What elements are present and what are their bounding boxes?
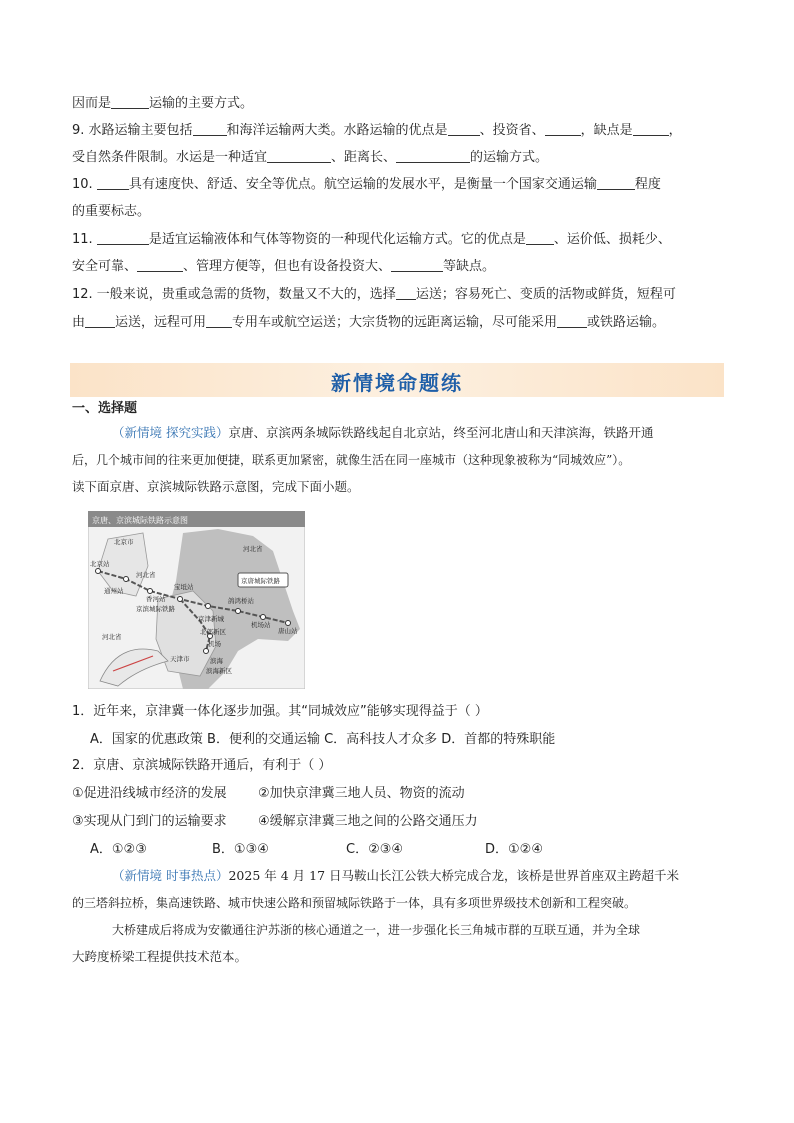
section-banner [70, 363, 724, 397]
question-12-line-2: 由 运送，远程可用 专用车或航空运送；大宗货物的远距离运输，尽可能采用 或铁路运输。 [72, 315, 666, 330]
map-label-baodi: 宝坻站 [174, 583, 194, 591]
fill-blank[interactable] [557, 313, 587, 328]
map-label-binhai-new-area: 滨海新区 [206, 667, 232, 675]
fill-blank[interactable] [448, 121, 480, 136]
fill-blank[interactable] [396, 285, 416, 300]
fill-blank[interactable] [193, 121, 227, 136]
banner-title: 新情境命题练 [331, 371, 463, 395]
question-9-line-1: 9. 水路运输主要包括 和海洋运输两大类。水路运输的优点是 、投资省、 ，缺点是 ， [72, 123, 682, 138]
question-2-item-4: ④缓解京津冀三地之间的公路交通压力 [258, 814, 478, 829]
fill-blank[interactable] [267, 148, 331, 163]
station-dot [204, 649, 209, 654]
passage-2-line-4: 大跨度桥梁工程提供技术范本。 [72, 949, 248, 964]
map-label-hebei: 河北省 [102, 633, 122, 641]
map-label-hebei: 河北省 [136, 571, 156, 579]
question-1-stem: 1．近年来，京津冀一体化逐步加强。其“同城效应”能够实现得益于（ ） [72, 704, 488, 719]
map-label-jinglu: 京津新城 [198, 615, 224, 623]
map-label-airport: 机场 [208, 640, 221, 648]
fill-blank[interactable] [137, 257, 183, 272]
passage-1-line-2: 后，几个城市间的往来更加便捷，联系更加紧密，就像生活在同一座城市（这种现象被称为“同城效应”）。 [72, 453, 631, 467]
fill-blank[interactable] [633, 121, 669, 136]
fill-blank[interactable] [85, 313, 115, 328]
station-dot [236, 609, 241, 614]
fill-blank[interactable] [391, 257, 443, 272]
question-2-stem: 2．京唐、京滨城际铁路开通后，有利于（ ） [72, 758, 332, 773]
map-label-beijing-city: 北京市 [114, 538, 134, 546]
question-12-line-1: 12. 一般来说，贵重或急需的货物，数量又不大的，选择 运送；容易死亡、变质的活物或鲜货，短程可 [72, 287, 676, 302]
section-heading: 一、选择题 [72, 401, 138, 416]
map-label-xianghe: 香河站 [146, 595, 166, 603]
map-label-airport-station: 机场站 [251, 621, 271, 629]
question-2-item-3: ③实现从门到门的运输要求 [72, 814, 227, 829]
question-2-option-b[interactable]: B．①③④ [212, 842, 269, 857]
fill-blank[interactable] [396, 148, 470, 163]
fill-blank[interactable] [97, 230, 149, 245]
question-2-option-d[interactable]: D．①②④ [485, 842, 543, 857]
map-label-binhai: 滨海 [210, 657, 223, 665]
passage-2-line-2: 的三塔斜拉桥，集高速铁路、城市快速公路和预留城际铁路于一体，具有多项世界级技术创新和工程突破。 [72, 896, 637, 910]
station-dot [286, 621, 291, 626]
passage-tag: （新情境 时事热点） [112, 868, 229, 883]
fill-blank[interactable] [545, 121, 581, 136]
passage-1-line-3: 读下面京唐、京滨城际铁路示意图，完成下面小题。 [72, 479, 360, 494]
question-1-options[interactable]: A．国家的优惠政策 B．便利的交通运输 C．高科技人才众多 D．首都的特殊职能 [90, 732, 556, 747]
station-dot [178, 597, 183, 602]
station-dot [124, 577, 129, 582]
line-intro: 因而是 运输的主要方式。 [72, 96, 254, 111]
map-label-tongzhou: 通州站 [104, 587, 124, 595]
station-dot [148, 589, 153, 594]
passage-1-line-1: （新情境 探究实践）京唐、京滨两条城际铁路线起自北京站，终至河北唐山和天津滨海，铁路开通 [112, 425, 654, 440]
fill-blank[interactable] [111, 94, 149, 109]
station-dot [261, 615, 266, 620]
question-2-item-1: ①促进沿线城市经济的发展 [72, 786, 227, 801]
passage-2-line-3: 大桥建成后将成为安徽通往沪苏浙的核心通道之一，进一步强化长三角城市群的互联互通，并为全球 [112, 923, 641, 937]
fill-blank[interactable] [597, 175, 635, 190]
passage-2-line-1: （新情境 时事热点）2025 年 4 月 17 日马鞍山长江公铁大桥完成合龙，该桥是世界首座双主跨超千米 [112, 868, 680, 883]
map-label-jingtang: 京唐城际铁路 [241, 577, 280, 585]
station-dot [96, 569, 101, 574]
station-dot [206, 604, 211, 609]
question-9-line-2: 受自然条件限制。水运是一种适宜 、距离长、 的运输方式。 [72, 150, 549, 165]
map-label-jingbin: 京滨城际铁路 [136, 605, 175, 613]
map-label-beibu: 北部新区 [200, 628, 226, 636]
passage-tag: （新情境 探究实践） [112, 425, 229, 440]
question-2-option-c[interactable]: C．②③④ [346, 842, 404, 857]
map-title: 京唐、京滨城际铁路示意图 [92, 516, 188, 525]
railway-map [88, 511, 305, 689]
map-label-beijing-station: 北京站 [90, 560, 110, 568]
question-10-line-1: 10. 具有速度快、舒适、安全等优点。航空运输的发展水平，是衡量一个国家交通运输 程度 [72, 177, 661, 192]
question-11-line-2: 安全可靠、 、管理方便等，但也有设备投资大、 等缺点。 [72, 259, 496, 274]
map-label-gehuqiao: 鸽鸿桥站 [228, 597, 254, 605]
map-label-tianjin: 天津市 [170, 655, 190, 663]
fill-blank[interactable] [526, 230, 554, 245]
fill-blank[interactable] [206, 313, 232, 328]
question-2-option-a[interactable]: A．①②③ [90, 842, 147, 857]
question-11-line-1: 11. 是适宜运输液体和气体等物资的一种现代化运输方式。它的优点是 、运价低、损耗少、 [72, 232, 671, 247]
question-10-line-2: 的重要标志。 [72, 204, 151, 219]
fill-blank[interactable] [97, 175, 129, 190]
map-label-tangshan: 唐山站 [278, 627, 298, 635]
map-label-hebei: 河北省 [243, 545, 263, 553]
question-2-item-2: ②加快京津冀三地人员、物资的流动 [258, 786, 465, 801]
